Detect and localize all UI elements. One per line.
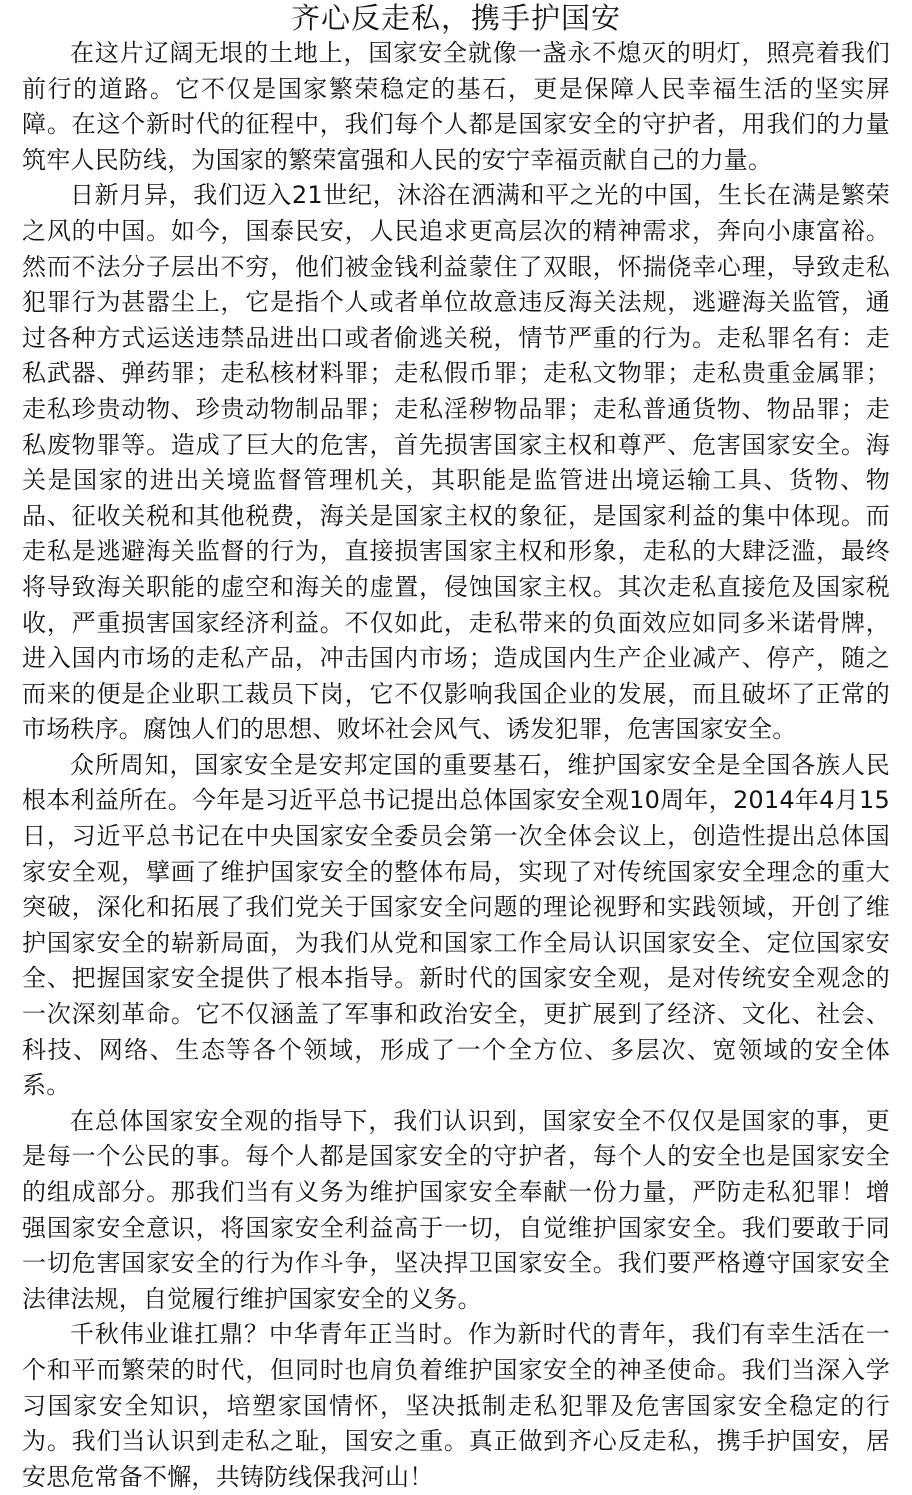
paragraph-intro: 在这片辽阔无垠的土地上，国家安全就像一盏永不熄灭的明灯，照亮着我们前行的道路。它不仅是国家繁荣稳定的基石，更是保障人民幸福生活的坚实屏障。在这个新时代的征程中，我们每个人都是国家安全的守护者，用我们的力量筑牢人民防线，为国家的繁荣富强和人民的安宁幸福贡献自己的力量。 (22, 39, 890, 174)
article-body (22, 36, 890, 1495)
article-title: 齐心反走私，携手护国安 (290, 1, 621, 35)
paragraph-youth-mission: 千秋伟业谁扛鼎？中华青年正当时。作为新时代的青年，我们有幸生活在一个和平而繁荣的时代，但同时也肩负着维护国家安全的神圣使命。我们当深入学习国家安全知识，培塑家国情怀，坚决抵制走私犯罪及危害国家安全稳定的行为。我们当认识到走私之耻，国安之重。真正做到齐心反走私，携手护国安，居安思危常备不懈，共铸防线保我河山！ (22, 1320, 890, 1491)
paragraph-security-concept: 众所周知，国家安全是安邦定国的重要基石，维护国家安全是全国各族人民根本利益所在。今年是习近平总书记提出总体国家安全观10周年，2014年4月15日，习近平总书记在中央国家安全委员会第一次全体会议上，创造性提出总体国家安全观，擘画了维护国家安全的整体布局，实现了对传统国家安全理念的重大突破，深化和拓展了我们党关于国家安全问题的理论视野和实践领域，开创了维护国家安全的崭新局面，为我们从党和国家工作全局认识国家安全、定位国家安全、把握国家安全提供了根本指导。新时代的国家安全观，是对传统安全观念的一次深刻革命。它不仅涵盖了军事和政治安全，更扩展到了经济、文化、社会、科技、网络、生态等各个领域，形成了一个全方位、多层次、宽领域的安全体系。 (22, 750, 890, 1100)
paragraph-citizen-duty: 在总体国家安全观的指导下，我们认识到，国家安全不仅仅是国家的事，更是每一个公民的事。每个人都是国家安全的守护者，每个人的安全也是国家安全的组成部分。那我们当有义务为维护国家安全奉献一份力量，严防走私犯罪！增强国家安全意识，将国家安全利益高于一切，自觉维护国家安全。我们要敢于同一切危害国家安全的行为作斗争，坚决捍卫国家安全。我们要严格遵守国家安全法律法规，自觉履行维护国家安全的义务。 (22, 1106, 890, 1313)
paragraph-smuggling-harm: 日新月异，我们迈入21世纪，沐浴在洒满和平之光的中国，生长在满是繁荣之风的中国。如今，国泰民安，人民追求更高层次的精神需求，奔向小康富裕。然而不法分子层出不穷，他们被金钱利益蒙住了双眼，怀揣侥幸心理，导致走私犯罪行为甚嚣尘上，它是指个人或者单位故意违反海关法规，逃避海关监管，通过各种方式运送违禁品进出口或者偷逃关税，情节严重的行为。走私罪名有：走私武器、弹药罪；走私核材料罪；走私假币罪；走私文物罪；走私贵重金属罪；走私珍贵动物、珍贵动物制品罪；走私淫秽物品罪；走私普通货物、物品罪；走私废物罪等。造成了巨大的危害，首先损害国家主权和尊严、危害国家安全。海关是国家的进出关境监督管理机关，其职能是监管进出境运输工具、货物、物品、征收关税和其他税费，海关是国家主权的象征，是国家利益的集中体现。而走私是逃避海关监督的行为，直接损害国家主权和形象，走私的大肆泛滥，最终将导致海关职能的虚空和海关的虚置，侵蚀国家主权。其次走私直接危及国家税收，严重损害国家经济利益。不仅如此，走私带来的负面效应如同多米诺骨牌，进入国内市场的走私产品，冲击国内市场；造成国内生产企业减产、停产，随之而来的便是企业职工裁员下岗，它不仅影响我国企业的发展，而且破坏了正常的市场秩序。腐蚀人们的思想、败坏社会风气、诱发犯罪，危害国家安全。 (22, 181, 890, 744)
